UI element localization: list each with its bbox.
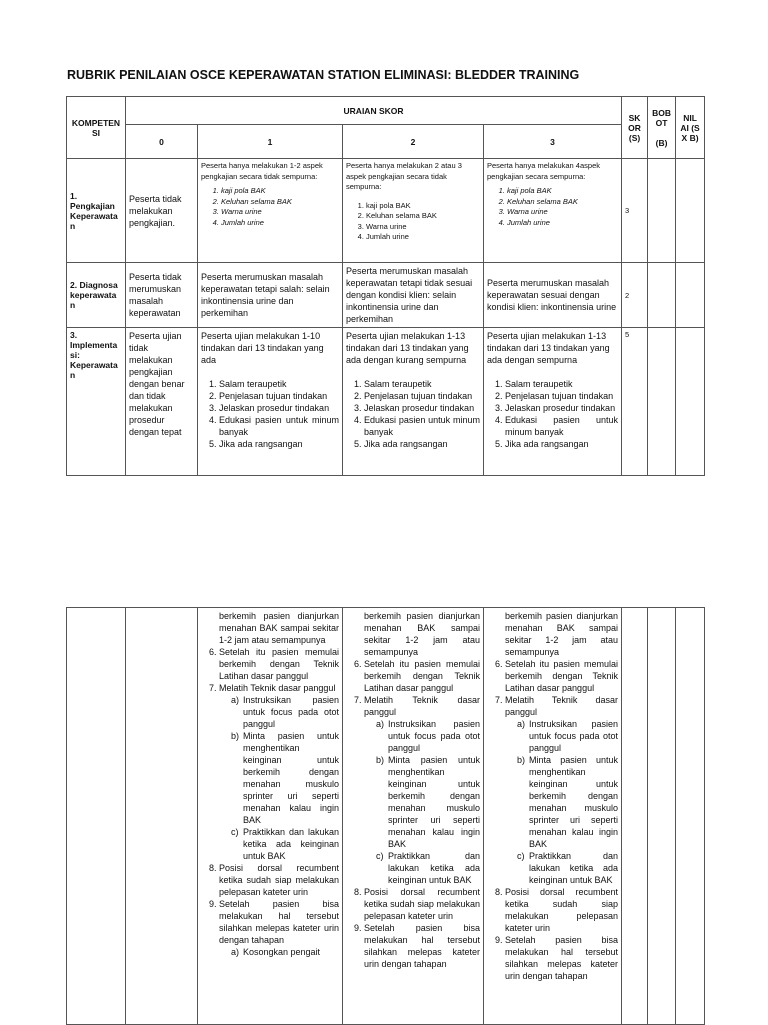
table-row	[67, 608, 705, 1025]
list-item	[505, 694, 618, 886]
implementasi-nilai-cell	[676, 328, 705, 476]
list-item: 5. Jika ada rangsangan	[505, 438, 618, 450]
step7-text: Melatih Teknik dasar panggul	[219, 683, 336, 693]
list-item: 6. Setelah itu pasien memulai berkemih dengan Teknik Latihan dasar panggul	[505, 658, 618, 694]
list-item: 1. Salam teraupetik	[364, 378, 480, 390]
header-nilai: NIL AI (S X B)	[676, 97, 705, 159]
pengkajian-bobot: 3	[622, 159, 648, 263]
list-item	[376, 754, 480, 850]
list-item: 1. kaji pola BAK	[507, 186, 618, 197]
implementasi-score-2	[343, 328, 484, 476]
list-item	[517, 754, 618, 850]
marker-b: b)	[376, 755, 385, 765]
list-item: 2. Penjelasan tujuan tindakan	[364, 390, 480, 402]
diagnosa-score-2: Peserta merumuskan masalah keperawatan tetapi tidak sesuai dengan kondisi klien: selain inkontinensia urine dan perkemihan	[343, 263, 484, 328]
step7-text: Melatih Teknik dasar panggul	[364, 695, 480, 717]
header-bobot	[648, 97, 676, 159]
step7a-text: Instruksikan pasien untuk focus pada otot panggul	[529, 719, 618, 753]
pengkajian-s3-intro: Peserta hanya melakukan 4aspek pengkajian secara sempurna:	[487, 161, 600, 181]
implementasi-s3-intro: Peserta ujian melakukan 1-13 tindakan dari 13 tindakan yang ada dengan sempurna	[487, 331, 610, 365]
step7b-text: Minta pasien untuk menghentikan keinginan untuk berkemih dengan menahan muskulo sprinter uri seperti menahan kalau ingin BAK	[388, 755, 480, 849]
list-item: 4. Jumlah urine	[221, 218, 339, 229]
continued-nilai-cell	[676, 608, 705, 1025]
list-item	[231, 826, 339, 862]
header-skor: SK OR (S)	[622, 97, 648, 159]
list-item: 5. Jika ada rangsangan	[364, 438, 480, 450]
continued-score-0-cell	[126, 608, 198, 1025]
list-item: 6. Setelah itu pasien memulai berkemih dengan Teknik Latihan dasar panggul	[219, 646, 339, 682]
kompetensi-pengkajian: 1. Pengkajian Keperawata n	[67, 159, 126, 263]
list-item: 1. kaji pola BAK	[221, 186, 339, 197]
marker-a: a)	[231, 695, 240, 705]
marker-b: b)	[231, 731, 240, 741]
step7a-text: Instruksikan pasien untuk focus pada otot panggul	[388, 719, 480, 753]
step9-text: Setelah pasien bisa melakukan hal tersebut silahkan melepas kateter urin dengan tahapan	[219, 899, 339, 945]
header-bobot-label: BOB OT	[652, 107, 671, 128]
implementasi-skor-cell	[648, 328, 676, 476]
pengkajian-s1-intro: Peserta hanya melakukan 1-2 aspek pengkajian secara tidak sempurna:	[201, 161, 323, 181]
list-item: berkemih pasien dianjurkan menahan BAK sampai sekitar 1-2 jam atau semampunya	[364, 611, 480, 657]
list-item: 4. Edukasi pasien untuk minum banyak	[364, 414, 480, 438]
list-item: 4. Jumlah urine	[507, 218, 618, 229]
pengkajian-skor-cell	[648, 159, 676, 263]
diagnosa-score-3: Peserta merumuskan masalah keperawatan sesuai dengan kondisi klien: inkontinensia urine	[484, 263, 622, 328]
implementasi-score-0: Peserta ujian tidak melakukan pengkajian dengan benar dan tidak melakukan prosedur dengan tepat	[126, 328, 198, 476]
step7c-text: Praktikkan dan lakukan ketika ada keinginan untuk BAK	[529, 851, 618, 885]
list-item: 3. Jelaskan prosedur tindakan	[505, 402, 618, 414]
list-item	[364, 694, 480, 886]
list-item	[219, 898, 339, 958]
list-item: 2. Keluhan selama BAK	[366, 211, 480, 222]
list-item: 2. Keluhan selama BAK	[507, 197, 618, 208]
pengkajian-score-3	[484, 159, 622, 263]
implementasi-bobot: 5	[622, 328, 648, 476]
list-item: 1. Salam teraupetik	[219, 378, 339, 390]
implementasi-score-3	[484, 328, 622, 476]
marker-a: a)	[376, 719, 385, 729]
continued-bobot-cell	[622, 608, 648, 1025]
pengkajian-s2-intro: Peserta hanya melakukan 2 atau 3 aspek pengkajian secara tidak sempurna:	[346, 161, 462, 191]
diagnosa-score-0: Peserta tidak merumuskan masalah keperawatan	[126, 263, 198, 328]
kompetensi-implementasi: 3. Implementa si: Keperawata n	[67, 328, 126, 476]
continued-score-1	[198, 608, 343, 1025]
continued-skor-cell	[648, 608, 676, 1025]
list-item: berkemih pasien dianjurkan menahan BAK sampai sekitar 1-2 jam atau semampunya	[505, 611, 618, 657]
header-kompetensi: KOMPETEN SI	[67, 97, 126, 159]
pengkajian-nilai-cell	[676, 159, 705, 263]
list-item	[219, 682, 339, 862]
kompetensi-diagnosa: 2. Diagnosa keperawata n	[67, 263, 126, 328]
list-item: 8. Posisi dorsal recumbent ketika sudah siap melakukan pelepasan kateter urin	[364, 886, 480, 922]
implementasi-s1-intro: Peserta ujian melakukan 1-10 tindakan dari 13 tindakan yang ada	[201, 331, 324, 365]
list-item: 4. Jumlah urine	[366, 232, 480, 243]
list-item	[517, 718, 618, 754]
list-item: 3. Warna urine	[221, 207, 339, 218]
step7c-text: Praktikkan dan lakukan ketika ada keinginan untuk BAK	[388, 851, 480, 885]
step7b-text: Minta pasien untuk menghentikan keinginan untuk berkemih dengan menahan muskulo sprinter uri seperti menahan kalau ingin BAK	[243, 731, 339, 825]
list-item: 9. Setelah pasien bisa melakukan hal tersebut silahkan melepas kateter urin dengan tahapan	[505, 934, 618, 982]
list-item	[517, 850, 618, 886]
continued-score-2	[343, 608, 484, 1025]
rubric-table	[66, 96, 705, 476]
diagnosa-bobot: 2	[622, 263, 648, 328]
header-score-1: 1	[198, 125, 343, 159]
marker-c: c)	[231, 827, 239, 837]
header-bobot-b: (B)	[655, 137, 668, 148]
marker-a: a)	[517, 719, 526, 729]
list-item: 4. Edukasi pasien untuk minum banyak	[505, 414, 618, 438]
list-item: 1. kaji pola BAK	[366, 201, 480, 212]
list-item: 8. Posisi dorsal recumbent ketika sudah siap melakukan pelepasan kateter urin	[505, 886, 618, 934]
header-score-2: 2	[343, 125, 484, 159]
pengkajian-score-0: Peserta tidak melakukan pengkajian.	[126, 159, 198, 263]
diagnosa-nilai-cell	[676, 263, 705, 328]
diagnosa-skor-cell	[648, 263, 676, 328]
header-score-0: 0	[126, 125, 198, 159]
list-item	[231, 730, 339, 826]
list-item: 2. Penjelasan tujuan tindakan	[219, 390, 339, 402]
list-item	[376, 850, 480, 886]
step7-text: Melatih Teknik dasar panggul	[505, 695, 618, 717]
implementasi-s2-intro: Peserta ujian melakukan 1-13 tindakan dari 13 tindakan yang ada dengan kurang sempurna	[346, 331, 469, 365]
list-item: 3. Warna urine	[366, 222, 480, 233]
marker-a: a)	[231, 947, 240, 957]
list-item: 5. Jika ada rangsangan	[219, 438, 339, 450]
header-score-3: 3	[484, 125, 622, 159]
rubric-table-continued	[66, 607, 705, 1025]
list-item: 2. Penjelasan tujuan tindakan	[505, 390, 618, 402]
step9a-text: Kosongkan pengait	[243, 947, 321, 957]
list-item: 3. Warna urine	[507, 207, 618, 218]
step7a-text: Instruksikan pasien untuk focus pada otot panggul	[243, 695, 339, 729]
list-item	[231, 946, 339, 958]
step7c-text: Praktikkan dan lakukan ketika ada keinginan untuk BAK	[243, 827, 339, 861]
pengkajian-score-1	[198, 159, 343, 263]
marker-b: b)	[517, 755, 526, 765]
pengkajian-score-2	[343, 159, 484, 263]
list-item: 3. Jelaskan prosedur tindakan	[364, 402, 480, 414]
table-row	[67, 159, 705, 263]
implementasi-score-1	[198, 328, 343, 476]
marker-c: c)	[376, 851, 384, 861]
list-item: 8. Posisi dorsal recumbent ketika sudah siap melakukan pelepasan kateter urin	[219, 862, 339, 898]
list-item: berkemih pasien dianjurkan menahan BAK sampai sekitar 1-2 jam atau semampunya	[219, 611, 339, 645]
page-title: RUBRIK PENILAIAN OSCE KEPERAWATAN STATION ELIMINASI: BLEDDER TRAINING	[67, 68, 580, 82]
list-item: 9. Setelah pasien bisa melakukan hal tersebut silahkan melepas kateter urin dengan tahapan	[364, 922, 480, 970]
list-item: 3. Jelaskan prosedur tindakan	[219, 402, 339, 414]
list-item: 4. Edukasi pasien untuk minum banyak	[219, 414, 339, 438]
continued-score-3	[484, 608, 622, 1025]
list-item: 6. Setelah itu pasien memulai berkemih dengan Teknik Latihan dasar panggul	[364, 658, 480, 694]
list-item	[231, 694, 339, 730]
list-item: 2. Keluhan selama BAK	[221, 197, 339, 208]
list-item: 1. Salam teraupetik	[505, 378, 618, 390]
marker-c: c)	[517, 851, 525, 861]
table-row	[67, 328, 705, 476]
table-row	[67, 263, 705, 328]
header-uraian-skor: URAIAN SKOR	[126, 97, 622, 125]
continued-kompetensi-cell	[67, 608, 126, 1025]
diagnosa-score-1: Peserta merumuskan masalah keperawatan tetapi salah: selain inkontinensia urine dan perkemihan	[198, 263, 343, 328]
step7b-text: Minta pasien untuk menghentikan keinginan untuk berkemih dengan menahan muskulo sprinter uri seperti menahan kalau ingin BAK	[529, 755, 618, 849]
list-item	[376, 718, 480, 754]
